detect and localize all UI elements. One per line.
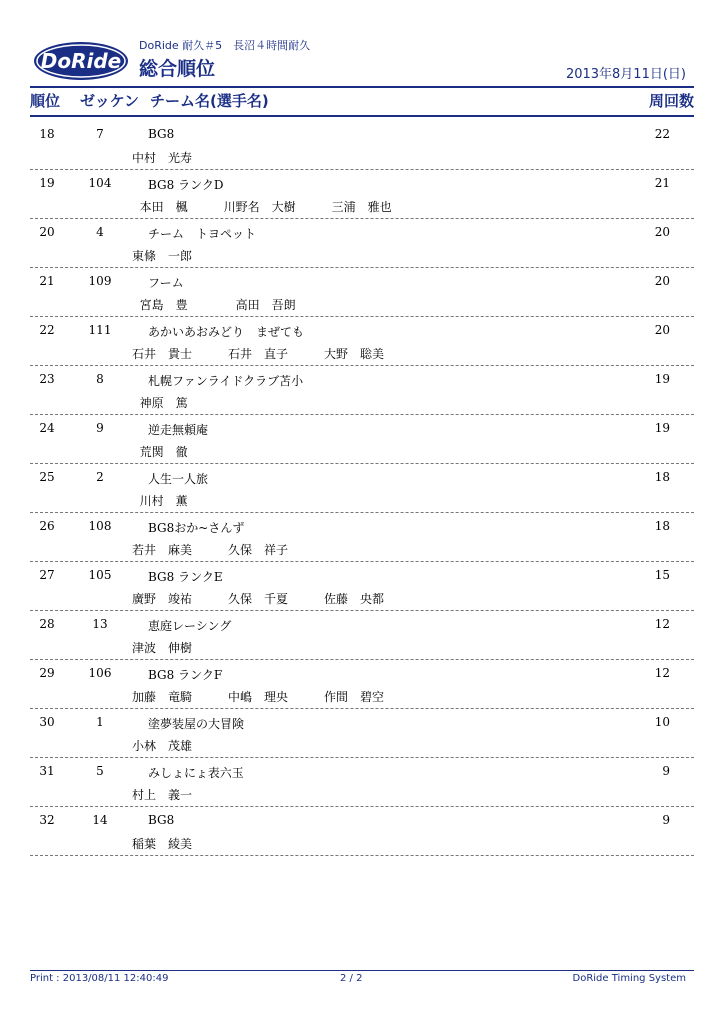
header-divider-top (30, 86, 694, 88)
column-header (30, 89, 694, 113)
race-date: 2013年8月11日(日) (565, 67, 686, 82)
result-bib-number: 4 (96, 225, 104, 239)
result-riders: 稲葉 綾美 (132, 837, 193, 851)
result-riders: 加藤 竜騎 中嶋 理央 作間 碧空 (132, 690, 385, 704)
result-laps: 9 (662, 764, 670, 778)
result-bib-number: 2 (96, 470, 104, 484)
table-row (30, 513, 694, 562)
result-team-name: 恵庭レーシング (148, 619, 232, 633)
column-header-laps: 周回数 (648, 92, 694, 110)
column-header-position: 順位 (30, 92, 61, 110)
result-riders: 川村 薫 (132, 494, 188, 508)
result-bib-number: 104 (88, 176, 112, 190)
result-bib-number: 1 (96, 715, 104, 729)
result-team-name: BG8 (148, 813, 175, 827)
result-position: 32 (39, 813, 55, 827)
result-riders: 若井 麻美 久保 祥子 (132, 543, 289, 557)
result-laps: 20 (654, 225, 670, 239)
result-position: 27 (39, 568, 55, 582)
result-team-name: BG8 (148, 127, 175, 141)
column-header-team: チーム名(選手名) (150, 92, 269, 110)
result-bib-number: 9 (96, 421, 104, 435)
table-row (30, 415, 694, 464)
result-team-name: フーム (148, 276, 184, 290)
result-riders: 津波 伸樹 (132, 641, 193, 655)
result-team-name: 人生一人旅 (148, 472, 209, 486)
result-bib-number: 7 (96, 127, 104, 141)
result-team-name: 逆走無頼庵 (148, 423, 209, 437)
result-team-name: BG8 ランクF (148, 668, 223, 682)
result-position: 26 (39, 519, 55, 533)
page-number: 2 / 2 (340, 973, 363, 984)
result-position: 20 (39, 225, 55, 239)
result-bib-number: 111 (88, 323, 112, 337)
result-riders: 東條 一郎 (132, 249, 193, 263)
result-team-name: チーム トヨペット (148, 227, 257, 241)
print-timestamp: Print : 2013/08/11 12:40:49 (30, 973, 169, 984)
result-bib-number: 13 (92, 617, 108, 631)
result-team-name: BG8おか~さんず (148, 521, 245, 535)
result-laps: 21 (654, 176, 670, 190)
result-laps: 12 (654, 666, 670, 680)
result-laps: 18 (654, 519, 670, 533)
table-row (30, 807, 694, 856)
result-position: 22 (39, 323, 55, 337)
result-position: 30 (39, 715, 55, 729)
result-position: 29 (39, 666, 55, 680)
result-bib-number: 109 (88, 274, 112, 288)
result-riders: 荒関 徹 (132, 445, 188, 459)
result-bib-number: 108 (88, 519, 112, 533)
table-row (30, 611, 694, 660)
result-position: 18 (39, 127, 55, 141)
table-row (30, 758, 694, 807)
result-position: 21 (39, 274, 55, 288)
result-riders: 中村 光寿 (132, 151, 193, 165)
result-riders: 廣野 竣祐 久保 千夏 佐藤 央都 (132, 592, 385, 606)
result-bib-number: 8 (96, 372, 104, 386)
result-bib-number: 5 (96, 764, 104, 778)
result-laps: 18 (654, 470, 670, 484)
table-row (30, 317, 694, 366)
table-row (30, 268, 694, 317)
result-position: 24 (39, 421, 55, 435)
result-laps: 12 (654, 617, 670, 631)
result-team-name: 札幌ファンライドクラブ苫小 (148, 374, 304, 388)
result-riders: 小林 茂雄 (132, 739, 193, 753)
result-laps: 9 (662, 813, 670, 827)
table-row (30, 219, 694, 268)
result-laps: 22 (654, 127, 670, 141)
result-position: 28 (39, 617, 55, 631)
result-laps: 15 (654, 568, 670, 582)
result-position: 31 (39, 764, 55, 778)
result-laps: 19 (654, 372, 670, 386)
page-title: 総合順位 (139, 58, 216, 80)
result-laps: 20 (654, 323, 670, 337)
event-name: DoRide 耐久＃5 長沼４時間耐久 (139, 39, 311, 52)
doride-logo (32, 40, 130, 82)
result-laps: 19 (654, 421, 670, 435)
result-position: 19 (39, 176, 55, 190)
footer (30, 970, 694, 987)
result-laps: 10 (654, 715, 670, 729)
result-riders: 本田 楓 川野名 大樹 三浦 雅也 (132, 200, 392, 214)
result-team-name: BG8 ランクD (148, 178, 224, 192)
system-name: DoRide Timing System (572, 973, 686, 984)
table-row (30, 366, 694, 415)
result-riders: 村上 義一 (132, 788, 193, 802)
logo-text: DoRide (40, 49, 122, 73)
table-row (30, 170, 694, 219)
result-riders: 石井 貴士 石井 直子 大野 聡美 (132, 347, 385, 361)
header-divider-bottom (30, 115, 694, 117)
result-bib-number: 105 (88, 568, 112, 582)
result-bib-number: 14 (92, 813, 108, 827)
result-riders: 神原 篤 (132, 396, 188, 410)
table-row (30, 562, 694, 611)
result-team-name: BG8 ランクE (148, 570, 223, 584)
result-position: 23 (39, 372, 55, 386)
result-laps: 20 (654, 274, 670, 288)
result-team-name: 塗夢装屋の大冒険 (148, 717, 245, 731)
table-row (30, 464, 694, 513)
result-team-name: あかいあおみどり まぜても (148, 325, 305, 339)
table-row (30, 121, 694, 170)
result-riders: 宮島 豊 高田 吾朗 (132, 298, 296, 312)
table-row (30, 709, 694, 758)
results-table (30, 121, 694, 856)
column-header-bib: ゼッケン (80, 92, 139, 110)
result-position: 25 (39, 470, 55, 484)
table-row (30, 660, 694, 709)
result-bib-number: 106 (88, 666, 112, 680)
result-team-name: みしょにょ表六玉 (148, 766, 244, 780)
